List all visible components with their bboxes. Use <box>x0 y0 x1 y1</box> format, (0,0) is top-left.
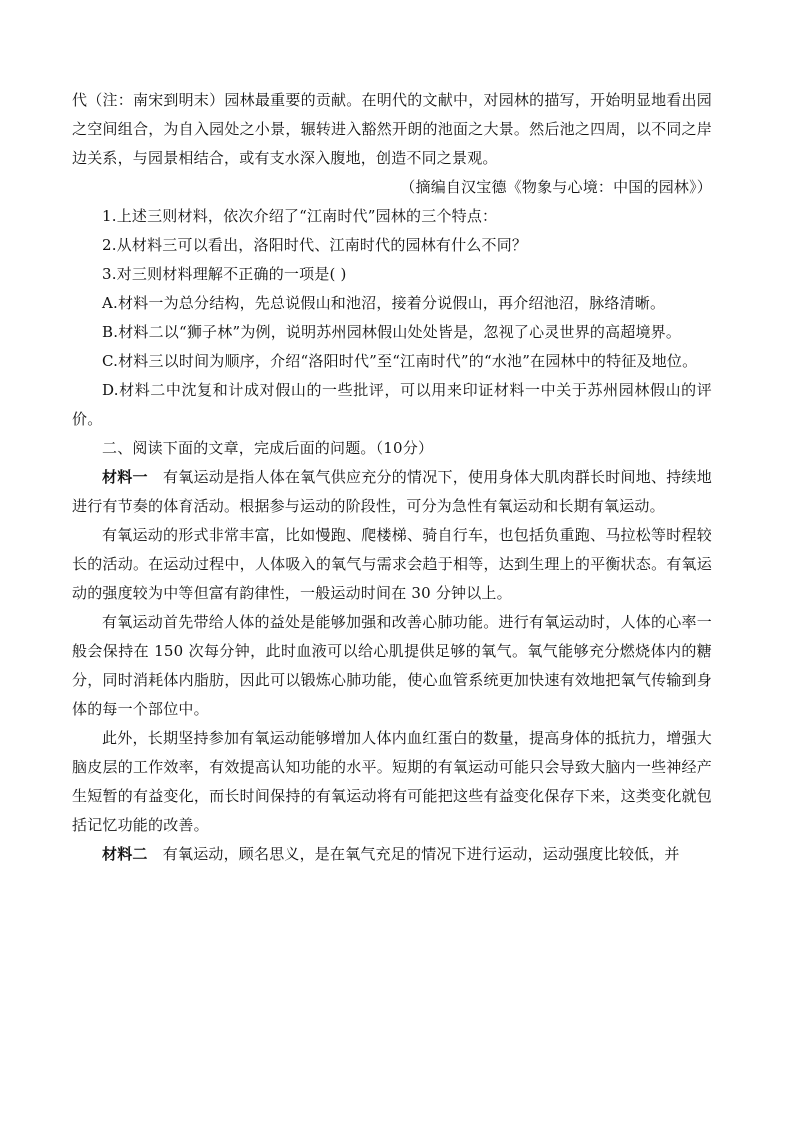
paragraph-garden-continuation: 代（注：南宋到明末）园林最重要的贡献。在明代的文献中，对园林的描写，开始明显地看出园之空间组合，为自入园处之小景，辗转进入豁然开朗的池面之大景。然后池之四周，以不同之岸边关系，与园景相结合，或有支水深入腹地，创造不同之景观。 <box>72 91 712 167</box>
source-citation: （摘编自汉宝德《物象与心境：中国的园林》） <box>400 178 712 196</box>
question-3: 3.对三则材料理解不正确的一项是( ) <box>102 265 347 283</box>
option-c: C.材料三以时间为顺序，介绍“洛阳时代”至“江南时代”的“水池”在园林中的特征及地位。 <box>102 352 698 370</box>
option-a: A.材料一为总分结构，先总说假山和池沼，接着分说假山，再介绍池沼，脉络清晰。 <box>102 294 666 312</box>
material-1-label: 材料一 <box>102 468 148 486</box>
material-1-paragraph <box>72 463 712 521</box>
option-d: D.材料二中沈复和计成对假山的一些批评，可以用来印证材料一中关于苏州园林假山的评价。 <box>72 381 712 428</box>
option-b: B.材料二以“狮子林”为例，说明苏州园林假山处处皆是，忽视了心灵世界的高超境界。 <box>102 323 682 341</box>
material-2-paragraph <box>72 840 712 869</box>
material-2-label: 材料二 <box>102 845 148 863</box>
material-2-text: 有氧运动，顾名思义，是在氧气充足的情况下进行运动，运动强度比较低，并 <box>147 845 680 863</box>
paragraph-heart-lung: 有氧运动首先带给人体的益处是能够加强和改善心肺功能。进行有氧运动时，人体的心率一般会保持在 150 次每分钟，此时血液可以给心肌提供足够的氧气。氧气能够充分燃烧体内的糖分，同时消耗体内脂肪，因此可以锻炼心肺功能，使心血管系统更加快速有效地把氧气传输到身体的每一个部位中。 <box>72 613 712 718</box>
paragraph-brain-benefits: 此外，长期坚持参加有氧运动能够增加人体内血红蛋白的数量，提高身体的抵抗力，增强大脑皮层的工作效率，有效提高认知功能的水平。短期的有氧运动可能只会导致大脑内一些神经产生短暂的有益变化，而长时间保持的有氧运动将有可能把这些有益变化保存下来，这类变化就包括记忆功能的改善。 <box>72 729 712 834</box>
document-page <box>72 86 712 869</box>
paragraph-aerobic-forms: 有氧运动的形式非常丰富，比如慢跑、爬楼梯、骑自行车，也包括负重跑、马拉松等时程较长的活动。在运动过程中，人体吸入的氧气与需求会趋于相等，达到生理上的平衡状态。有氧运动的强度较为中等但富有韵律性，一般运动时间在 30 分钟以上。 <box>72 526 712 602</box>
question-1: 1.上述三则材料，依次介绍了“江南时代”园林的三个特点： <box>102 207 498 225</box>
section-2-heading: 二、阅读下面的文章，完成后面的问题。（10分） <box>102 439 434 457</box>
question-2: 2.从材料三可以看出，洛阳时代、江南时代的园林有什么不同？ <box>102 236 528 254</box>
material-1-text: 有氧运动是指人体在氧气供应充分的情况下，使用身体大肌肉群长时间地、持续地进行有节奏的体育活动。根据参与运动的阶段性，可分为急性有氧运动和长期有氧运动。 <box>72 468 713 515</box>
